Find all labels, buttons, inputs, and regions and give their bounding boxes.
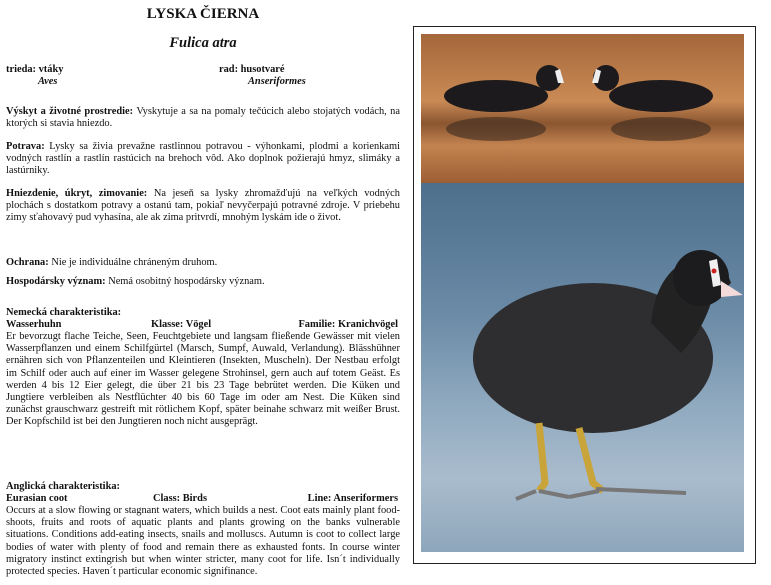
habitat-label: Výskyt a životné prostredie: bbox=[6, 106, 134, 117]
order-label: rad: husotvaré bbox=[219, 64, 285, 75]
english-class: Class: Birds bbox=[153, 493, 207, 504]
latin-name: Fulica atra bbox=[169, 35, 237, 51]
nesting-text: Na jeseň sa lysky zhromažďujú na veľkých vodných plochách s dostatkom potravy a ostanú tam, pokiaľ nevyčerpajú potravné zdroje. V priebehu zimy sťahovavý pud vyhasína, ale ak zima pritvrdí, mnohým lyskám ide o život. bbox=[6, 188, 400, 224]
page-title: LYSKA ČIERNA bbox=[146, 6, 260, 22]
two-coots-photo bbox=[421, 34, 744, 183]
class-latin: Aves bbox=[38, 76, 58, 87]
german-text: Er bevorzugt flache Teiche, Seen, Feuchtgebiete und langsam fließende Gewässer mit vielen Wasserpflanzen und einem Schilfgürtel (Marsch, Sumpf, Auwald, Verlandung). Blässhühner ernähren sich von Pflanzenteilen und Kleintieren (Insekten, Muscheln). Der Nestbau erfolgt im Schilf oder auch auf einer im Wasser gelegene Strohinsel, gern auch auf totem Geäst. Es werden 4 bis 12 Eier gelegt, die über 21 bis 23 Tage bebrütet werden. Die Küken und Jungtiere verbleiben als Nestflüchter 40 bis 60 Tage im oder am Nest. Die Küken sind zunächst grauschwarz gestreift mit rötlichem Kopf, später beinahe schwarz mit weißer Brust. Der Kopfschild ist bei den Jungtieren noch nicht ausgeprägt. bbox=[6, 331, 400, 428]
german-name: Wasserhuhn bbox=[6, 319, 62, 330]
coot-on-ice-photo bbox=[421, 183, 744, 552]
class-label: trieda: vtáky bbox=[6, 64, 64, 75]
economic-paragraph bbox=[6, 276, 400, 288]
habitat-text: Vyskytuje a sa na pomaly tečúcich alebo stojatých vodách, na ktorých si stavia hniezdo. bbox=[6, 106, 400, 130]
english-name: Eurasian coot bbox=[6, 493, 68, 504]
german-class: Klasse: Vögel bbox=[151, 319, 212, 330]
nesting-paragraph bbox=[6, 188, 400, 225]
english-line: Line: Anseriformers bbox=[307, 493, 398, 504]
food-paragraph bbox=[6, 141, 400, 178]
german-family: Familie: Kranichvögel bbox=[298, 319, 398, 330]
order-latin: Anseriformes bbox=[248, 76, 306, 87]
protection-text: Nie je individuálne chráneným druhom. bbox=[48, 257, 218, 268]
economic-label: Hospodársky význam: bbox=[6, 276, 106, 287]
english-heading: Anglická charakteristika: bbox=[6, 481, 121, 492]
food-label: Potrava: bbox=[6, 141, 45, 152]
german-heading: Nemecká charakteristika: bbox=[6, 307, 122, 318]
english-text: Occurs at a slow flowing or stagnant waters, which builds a nest. Coot eats mainly plant food-shoots, fruits and roots of aquatic plants and plants growing on the banks vulnerable situations. Conditions add-eating insects, snails and molluscs. Autumn is coot to collect large bodies of water with plenty of food and remain there as exhausted fonts. In course winter migratory instinct extingrish but when winter stricter, many coot for life. Isn´t individually protected species. Haven´t particular economic signifinance. bbox=[6, 505, 400, 578]
protection-paragraph bbox=[6, 257, 400, 269]
protection-label: Ochrana: bbox=[6, 257, 49, 268]
food-text: Lysky sa živia prevažne rastlinnou potravou - výhonkami, plodmi a korienkami vodných rastlín a rastlín rastúcich na brehoch vôd. Ako doplnok požierajú hmyz, slimáky a lastúrniky. bbox=[6, 141, 400, 177]
habitat-paragraph bbox=[6, 106, 400, 130]
economic-text: Nemá osobitný hospodársky význam. bbox=[105, 276, 265, 287]
nesting-label: Hniezdenie, úkryt, zimovanie: bbox=[6, 188, 148, 199]
